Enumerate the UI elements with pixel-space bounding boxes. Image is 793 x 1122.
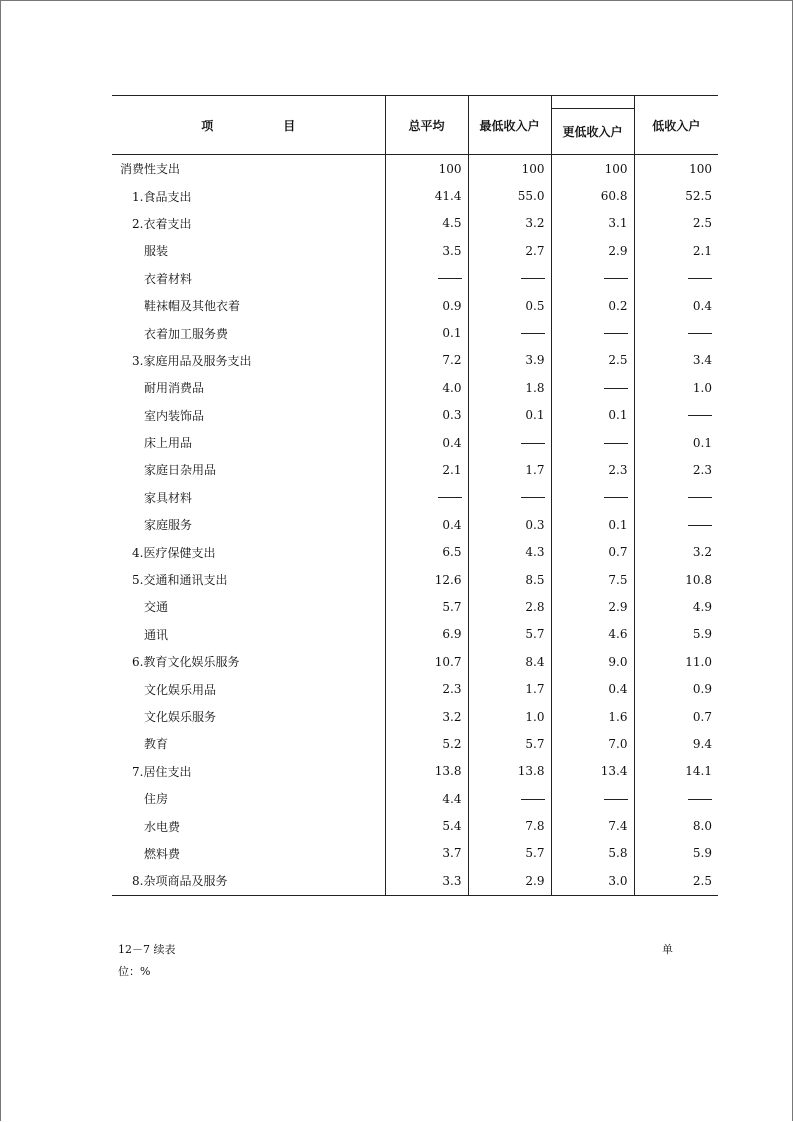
row-value bbox=[468, 429, 551, 456]
table-row bbox=[112, 840, 718, 867]
row-value: 3.3 bbox=[385, 867, 468, 895]
header-lowest-income: 最低收入户 bbox=[468, 96, 551, 155]
empty-dash bbox=[688, 497, 712, 498]
row-value: 3.1 bbox=[551, 210, 634, 237]
row-value: 2.1 bbox=[634, 237, 718, 264]
table-row bbox=[112, 785, 718, 812]
table-row bbox=[112, 675, 718, 702]
row-label: 鞋袜帽及其他衣着 bbox=[144, 299, 241, 314]
row-value: 3.2 bbox=[385, 703, 468, 730]
row-value bbox=[634, 265, 718, 292]
empty-dash bbox=[604, 497, 628, 498]
row-label: 文化娱乐服务 bbox=[144, 710, 217, 724]
table-row bbox=[112, 374, 718, 401]
row-value: 2.5 bbox=[551, 347, 634, 374]
row-value: 10.7 bbox=[385, 648, 468, 675]
row-value: 2.9 bbox=[468, 867, 551, 895]
row-value: 3.2 bbox=[468, 210, 551, 237]
row-label: 床上用品 bbox=[144, 436, 193, 451]
row-value: 13.8 bbox=[468, 758, 551, 785]
table-row bbox=[112, 703, 718, 730]
header-low-income: 低收入户 bbox=[634, 96, 718, 155]
empty-dash bbox=[604, 333, 628, 334]
row-value: 4.3 bbox=[468, 538, 551, 565]
table-row bbox=[112, 456, 718, 483]
row-value: 0.1 bbox=[468, 402, 551, 429]
table-row bbox=[112, 867, 718, 895]
row-value: 6.9 bbox=[385, 621, 468, 648]
row-value: 55.0 bbox=[468, 182, 551, 209]
row-value: 100 bbox=[468, 155, 551, 183]
row-value bbox=[551, 374, 634, 401]
row-value: 0.3 bbox=[468, 511, 551, 538]
row-value: 41.4 bbox=[385, 182, 468, 209]
row-label: 服装 bbox=[144, 244, 169, 259]
row-value: 0.9 bbox=[634, 675, 718, 702]
table-row bbox=[112, 182, 718, 209]
table-body bbox=[112, 155, 718, 896]
row-value bbox=[468, 785, 551, 812]
row-label: 消费性支出 bbox=[120, 162, 181, 177]
empty-dash bbox=[688, 333, 712, 334]
empty-dash bbox=[688, 278, 712, 279]
row-value: 5.9 bbox=[634, 621, 718, 648]
table-row bbox=[112, 155, 718, 183]
table-row bbox=[112, 429, 718, 456]
header-item bbox=[112, 96, 385, 155]
empty-dash bbox=[604, 443, 628, 444]
table-row bbox=[112, 237, 718, 264]
row-value: 5.7 bbox=[468, 840, 551, 867]
row-label: 家庭日杂用品 bbox=[144, 463, 217, 478]
empty-dash bbox=[521, 443, 545, 444]
table-row bbox=[112, 511, 718, 538]
row-value: 2.5 bbox=[634, 867, 718, 895]
row-value: 4.5 bbox=[385, 210, 468, 237]
row-value: 2.8 bbox=[468, 593, 551, 620]
row-label: 水电费 bbox=[144, 819, 181, 834]
row-value: 13.8 bbox=[385, 758, 468, 785]
row-value: 2.5 bbox=[634, 210, 718, 237]
empty-dash bbox=[521, 497, 545, 498]
row-value: 5.4 bbox=[385, 812, 468, 839]
row-value bbox=[551, 429, 634, 456]
row-value: 3.2 bbox=[634, 538, 718, 565]
row-value bbox=[634, 319, 718, 346]
row-label: 燃料费 bbox=[144, 846, 181, 861]
row-label: 耐用消费品 bbox=[144, 381, 205, 396]
expenditure-table bbox=[112, 95, 718, 896]
empty-dash bbox=[604, 388, 628, 389]
row-value bbox=[551, 319, 634, 346]
row-value: 4.0 bbox=[385, 374, 468, 401]
table-row bbox=[112, 566, 718, 593]
row-value bbox=[634, 484, 718, 511]
row-value: 4.6 bbox=[551, 621, 634, 648]
empty-dash bbox=[521, 333, 545, 334]
row-value: 0.4 bbox=[385, 511, 468, 538]
table-row bbox=[112, 265, 718, 292]
row-label: 8.杂项商品及服务 bbox=[112, 867, 385, 895]
table-row bbox=[112, 347, 718, 374]
row-value: 0.4 bbox=[551, 675, 634, 702]
row-label: 家具材料 bbox=[144, 490, 193, 505]
row-label: 7.居住支出 bbox=[132, 764, 192, 779]
row-value: 5.8 bbox=[551, 840, 634, 867]
row-label: 家庭服务 bbox=[144, 518, 193, 533]
row-value: 13.4 bbox=[551, 758, 634, 785]
row-value: 2.3 bbox=[385, 675, 468, 702]
table-row bbox=[112, 292, 718, 319]
row-label: 交通 bbox=[144, 600, 169, 615]
header-lower-income bbox=[551, 96, 634, 155]
row-value bbox=[634, 785, 718, 812]
table-row bbox=[112, 593, 718, 620]
row-value: 9.0 bbox=[551, 648, 634, 675]
row-value: 3.7 bbox=[385, 840, 468, 867]
table-row bbox=[112, 758, 718, 785]
row-value: 7.2 bbox=[385, 347, 468, 374]
row-label: 教育 bbox=[144, 737, 169, 752]
row-value bbox=[634, 402, 718, 429]
row-value: 0.2 bbox=[551, 292, 634, 319]
row-value: 3.4 bbox=[634, 347, 718, 374]
row-value: 1.8 bbox=[468, 374, 551, 401]
row-value: 100 bbox=[551, 155, 634, 183]
row-value: 4.9 bbox=[634, 593, 718, 620]
row-value: 9.4 bbox=[634, 730, 718, 757]
empty-dash bbox=[521, 799, 545, 800]
table-reference-note: 12－7 续表 bbox=[118, 943, 176, 956]
row-value: 0.7 bbox=[551, 538, 634, 565]
row-value: 8.0 bbox=[634, 812, 718, 839]
row-label: 住房 bbox=[144, 792, 169, 807]
empty-dash bbox=[438, 497, 462, 498]
row-value bbox=[634, 511, 718, 538]
row-value: 60.8 bbox=[551, 182, 634, 209]
table-header-row bbox=[112, 96, 718, 155]
row-value bbox=[385, 265, 468, 292]
table-row bbox=[112, 210, 718, 237]
row-value bbox=[385, 484, 468, 511]
row-value: 1.7 bbox=[468, 456, 551, 483]
table-row bbox=[112, 812, 718, 839]
table-row bbox=[112, 484, 718, 511]
row-label: 通讯 bbox=[144, 627, 169, 642]
row-value: 0.4 bbox=[634, 292, 718, 319]
row-value: 0.7 bbox=[634, 703, 718, 730]
row-value: 0.1 bbox=[551, 511, 634, 538]
row-value bbox=[551, 265, 634, 292]
header-item-a: 项 bbox=[201, 118, 214, 133]
row-label: 3.家庭用品及服务支出 bbox=[132, 353, 252, 368]
row-value: 0.9 bbox=[385, 292, 468, 319]
row-value: 6.5 bbox=[385, 538, 468, 565]
row-value: 5.9 bbox=[634, 840, 718, 867]
empty-dash bbox=[521, 278, 545, 279]
row-value: 52.5 bbox=[634, 182, 718, 209]
row-label: 衣着加工服务费 bbox=[144, 326, 229, 341]
empty-dash bbox=[688, 415, 712, 416]
row-value: 5.7 bbox=[468, 621, 551, 648]
empty-dash bbox=[688, 799, 712, 800]
table-row bbox=[112, 538, 718, 565]
row-value: 1.7 bbox=[468, 675, 551, 702]
empty-dash bbox=[604, 278, 628, 279]
row-label: 2.衣着支出 bbox=[132, 216, 192, 231]
empty-dash bbox=[438, 278, 462, 279]
table-row bbox=[112, 402, 718, 429]
header-overall-average: 总平均 bbox=[385, 96, 468, 155]
row-value bbox=[468, 265, 551, 292]
row-value: 0.3 bbox=[385, 402, 468, 429]
row-value: 11.0 bbox=[634, 648, 718, 675]
row-value: 12.6 bbox=[385, 566, 468, 593]
row-value bbox=[551, 484, 634, 511]
row-value bbox=[468, 484, 551, 511]
header-lower-income-label: 更低收入户 bbox=[562, 125, 623, 139]
row-label: 4.医疗保健支出 bbox=[132, 545, 216, 560]
row-value: 2.1 bbox=[385, 456, 468, 483]
row-value: 7.4 bbox=[551, 812, 634, 839]
row-value: 14.1 bbox=[634, 758, 718, 785]
row-value: 0.1 bbox=[634, 429, 718, 456]
row-value: 100 bbox=[385, 155, 468, 183]
row-value: 0.1 bbox=[551, 402, 634, 429]
unit-note-start: 单 bbox=[662, 943, 673, 956]
row-label: 衣着材料 bbox=[144, 271, 193, 286]
row-value: 2.9 bbox=[551, 593, 634, 620]
row-label: 6.教育文化娱乐服务 bbox=[132, 655, 240, 670]
table-row bbox=[112, 730, 718, 757]
row-value: 0.1 bbox=[385, 319, 468, 346]
row-label: 文化娱乐用品 bbox=[144, 682, 217, 697]
row-value: 7.0 bbox=[551, 730, 634, 757]
row-label: 室内装饰品 bbox=[144, 408, 205, 423]
row-label: 1.食品支出 bbox=[132, 189, 192, 204]
row-value bbox=[551, 785, 634, 812]
empty-dash bbox=[688, 525, 712, 526]
row-value: 1.0 bbox=[468, 703, 551, 730]
row-value: 2.3 bbox=[551, 456, 634, 483]
row-value: 8.4 bbox=[468, 648, 551, 675]
row-label: 5.交通和通讯支出 bbox=[132, 573, 228, 588]
table-row bbox=[112, 648, 718, 675]
row-value: 10.8 bbox=[634, 566, 718, 593]
row-value: 2.3 bbox=[634, 456, 718, 483]
row-value: 8.5 bbox=[468, 566, 551, 593]
row-value: 3.9 bbox=[468, 347, 551, 374]
table-row bbox=[112, 319, 718, 346]
row-value: 1.6 bbox=[551, 703, 634, 730]
row-value: 5.7 bbox=[385, 593, 468, 620]
unit-note-end: 位：% bbox=[118, 965, 151, 978]
table-row bbox=[112, 621, 718, 648]
row-value: 2.9 bbox=[551, 237, 634, 264]
row-value: 0.5 bbox=[468, 292, 551, 319]
row-value: 0.4 bbox=[385, 429, 468, 456]
row-value: 3.5 bbox=[385, 237, 468, 264]
row-value bbox=[468, 319, 551, 346]
row-value: 5.2 bbox=[385, 730, 468, 757]
row-value: 2.7 bbox=[468, 237, 551, 264]
row-value: 4.4 bbox=[385, 785, 468, 812]
row-value: 7.8 bbox=[468, 812, 551, 839]
empty-dash bbox=[604, 799, 628, 800]
row-value: 3.0 bbox=[551, 867, 634, 895]
row-value: 100 bbox=[634, 155, 718, 183]
header-item-b: 目 bbox=[283, 118, 296, 133]
row-value: 1.0 bbox=[634, 374, 718, 401]
row-value: 5.7 bbox=[468, 730, 551, 757]
row-value: 7.5 bbox=[551, 566, 634, 593]
